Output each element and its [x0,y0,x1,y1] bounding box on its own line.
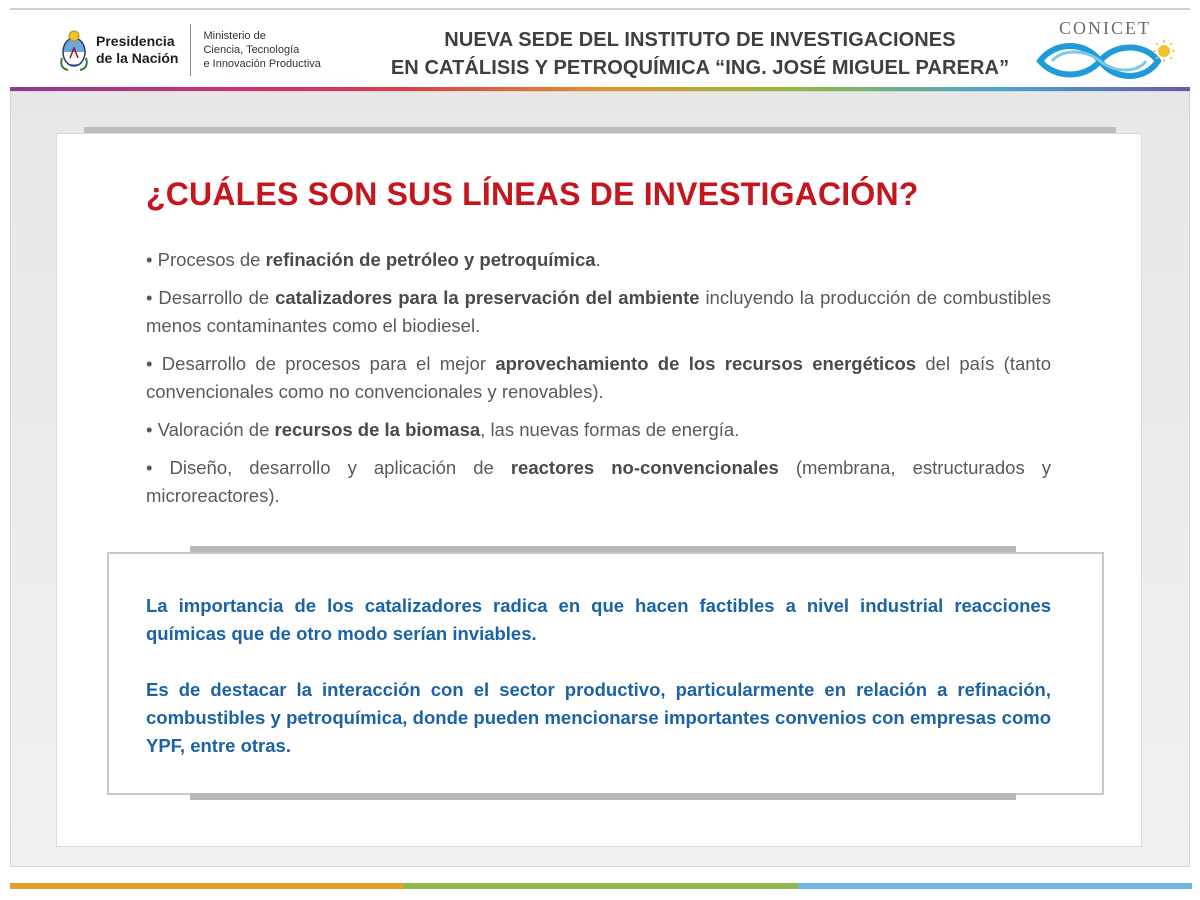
presidencia-line1: Presidencia [96,33,175,49]
bullet-text: , las nuevas formas de energía. [480,419,740,440]
list-item [146,454,1051,510]
ministerio-line3: e Innovación Productiva [203,58,321,70]
section-heading: ¿CUÁLES SON SUS LÍNEAS DE INVESTIGACIÓN? [146,176,919,212]
ministerio-line1: Ministerio de [203,30,266,42]
presidencia-wordmark [96,33,178,67]
list-item [146,284,1051,340]
list-item [146,350,1051,406]
header-title [360,26,1040,82]
ministerio-line2: Ciencia, Tecnología [203,44,300,56]
list-item [146,416,1051,444]
top-rule [10,8,1190,10]
research-lines-list [146,246,1051,520]
footer-stripe-blue [798,883,1192,889]
presidencia-line2: de la Nación [96,50,179,66]
bullet-bold: reactores no-convencionales [510,457,779,478]
footer-stripe-green [404,883,798,889]
logo-divider [190,24,191,76]
bullet-bold: catalizadores para la preservación del ambiente [275,287,700,308]
callout-paragraph-2: Es de destacar la interacción con el sector productivo, particularmente en relación a refinación, combustibles y petroquímica, donde pueden mencionarse importantes convenios con empresas como YPF, entre otras. [146,679,1051,756]
bullet-text: . [595,249,601,270]
bullet-text: incluyendo la producción de combustibles menos contaminantes como el biodiesel. [146,287,1051,336]
coat-of-arms-icon [60,28,88,72]
bullet-text: • Desarrollo de procesos para el mejor [146,353,496,374]
conicet-emblem-icon [1030,39,1180,79]
bullet-bold: refinación de petróleo y petroquímica [265,249,596,270]
bullet-bold: aprovechamiento de los recursos energéticos [495,353,917,374]
bullet-text: • Valoración de [146,419,275,440]
bullet-text: • Desarrollo de [146,287,276,308]
footer-color-stripe [10,883,1192,889]
bullet-text: del país (tanto convencionales como no convencionales y renovables). [146,353,1051,402]
conicet-logo [1030,18,1180,82]
header-title-line1: NUEVA SEDE DEL INSTITUTO DE INVESTIGACIONES [444,29,956,51]
conicet-wordmark: CONICET [1059,18,1151,38]
header-title-line2: EN CATÁLISIS Y PETROQUÍMICA “ING. JOSÉ MIGUEL PARERA” [390,57,1010,79]
ministerio-wordmark [203,29,320,71]
callout-bottom-shadow [190,793,1016,800]
presidencia-logo [60,22,360,78]
callout-text [146,592,1051,760]
bullet-text: • Diseño, desarrollo y aplicación de [146,457,511,478]
bullet-text: • Procesos de [146,249,266,270]
list-item [146,246,1051,274]
callout-paragraph-1: La importancia de los catalizadores radica en que hacen factibles a nivel industrial reacciones químicas que de otro modo serían inviables. [146,595,1051,644]
footer-stripe-orange [10,883,404,889]
bullet-bold: recursos de la biomasa [274,419,481,440]
bullet-text: (membrana, estructurados y microreactores). [146,457,1051,506]
